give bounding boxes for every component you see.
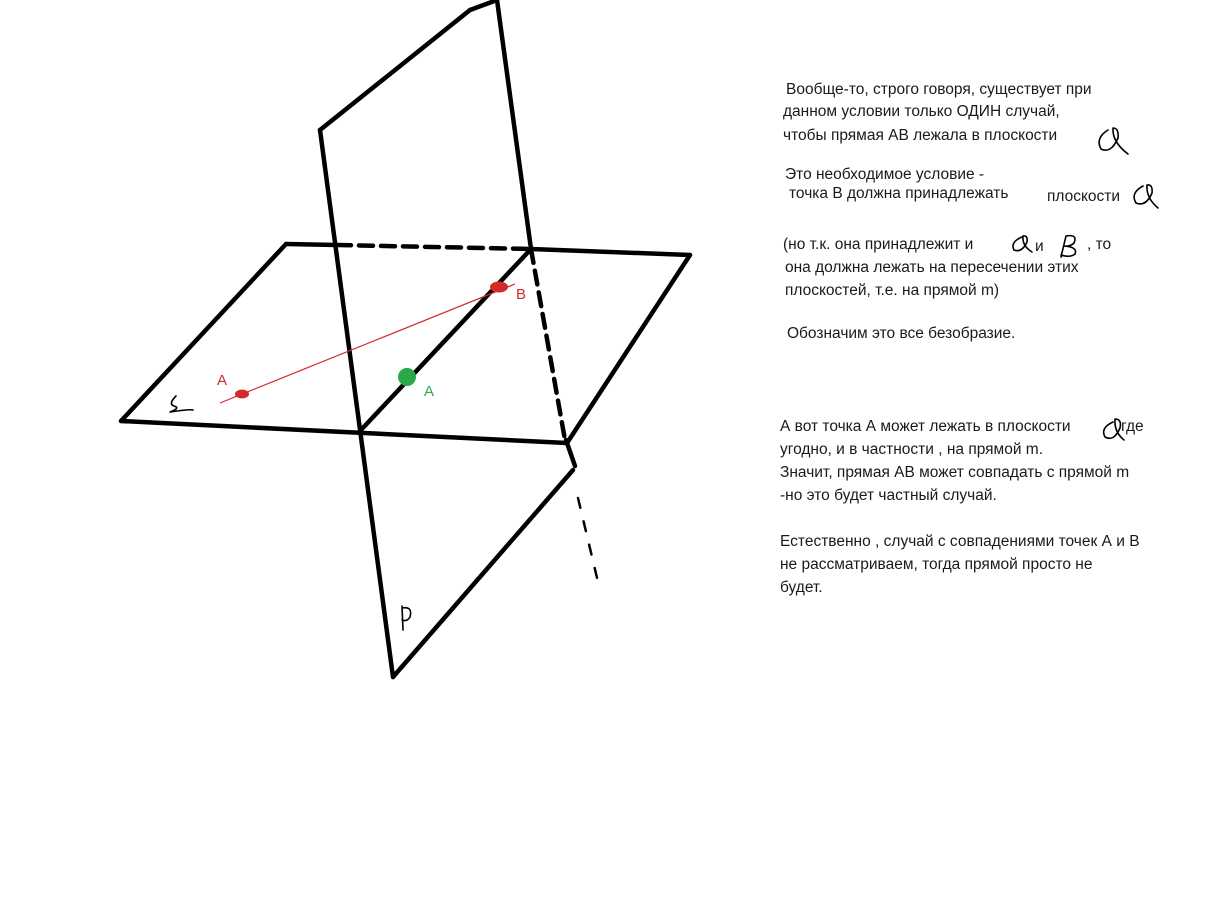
note6-line2: не рассматриваем, тогда прямой просто не — [780, 556, 1093, 573]
beta-top-edge — [320, 10, 470, 130]
note3-line2: она должна лежать на пересечении этих — [785, 259, 1079, 276]
beta-symbol-plane — [402, 606, 411, 630]
note6-line3: будет. — [780, 579, 823, 596]
alpha-symbol-note3 — [1013, 236, 1032, 252]
note2-line2b: плоскости — [1047, 188, 1121, 205]
beta-bottom-edge — [393, 470, 573, 677]
alpha-left-edge — [121, 244, 286, 421]
note5-line3: Значит, прямая АВ может совпадать с прямой m — [780, 464, 1130, 481]
note5-line4: -но это будет частный случай. — [780, 487, 997, 504]
note2-line2a: точка В должна принадлежать — [789, 185, 1009, 202]
point-a-green — [398, 368, 416, 386]
point-a-red — [235, 390, 249, 399]
note1-line1: Вообще-то, строго говоря, существует при — [786, 81, 1092, 98]
line-m — [360, 249, 531, 431]
alpha-symbol-plane — [170, 396, 193, 412]
plane-alpha — [121, 244, 690, 443]
beta-left-edge — [320, 130, 393, 677]
beta-right-edge-faint — [578, 498, 598, 582]
alpha-back-edge-solid-left — [286, 244, 337, 245]
point-b-red — [490, 282, 508, 293]
note5-line1a: А вот точка А может лежать в плоскости — [780, 418, 1071, 435]
alpha-right-edge — [567, 255, 690, 443]
note1-line3: чтобы прямая АВ лежала в плоскости — [783, 127, 1058, 144]
alpha-back-edge-solid-right — [531, 249, 690, 255]
beta-top-corner — [470, 0, 497, 10]
note4-line1: Обозначим это все безобразие. — [787, 325, 1016, 342]
note5-line1b: где — [1121, 418, 1144, 435]
label-b-red: B — [516, 286, 527, 303]
alpha-back-edge-dashed — [337, 245, 531, 249]
label-a-green: A — [424, 383, 435, 400]
alpha-front-edge — [121, 421, 567, 443]
beta-right-edge-upper — [497, 0, 531, 249]
note3-line1a: (но т.к. она принадлежит и — [783, 236, 974, 253]
label-a-red: A — [217, 372, 228, 389]
beta-symbol-note3 — [1061, 236, 1076, 257]
line-ab — [220, 284, 515, 403]
note1-line2: данном условии только ОДИН случай, — [783, 103, 1060, 120]
alpha-symbol-note2 — [1134, 185, 1158, 208]
beta-right-edge-hidden — [531, 249, 565, 440]
plane-beta — [320, 0, 598, 677]
note3-line1b: и — [1035, 238, 1044, 255]
note5-line2: угодно, и в частности , на прямой m. — [780, 441, 1044, 458]
note6-line1: Естественно , случай с совпадениями точек А и В — [780, 533, 1140, 550]
note3-line1c: , то — [1087, 236, 1112, 253]
alpha-symbol-note1 — [1099, 128, 1128, 154]
note3-line3: плоскостей, т.е. на прямой m) — [785, 282, 1000, 299]
note2-line1: Это необходимое условие - — [785, 166, 985, 183]
beta-right-edge-lower — [566, 440, 575, 466]
